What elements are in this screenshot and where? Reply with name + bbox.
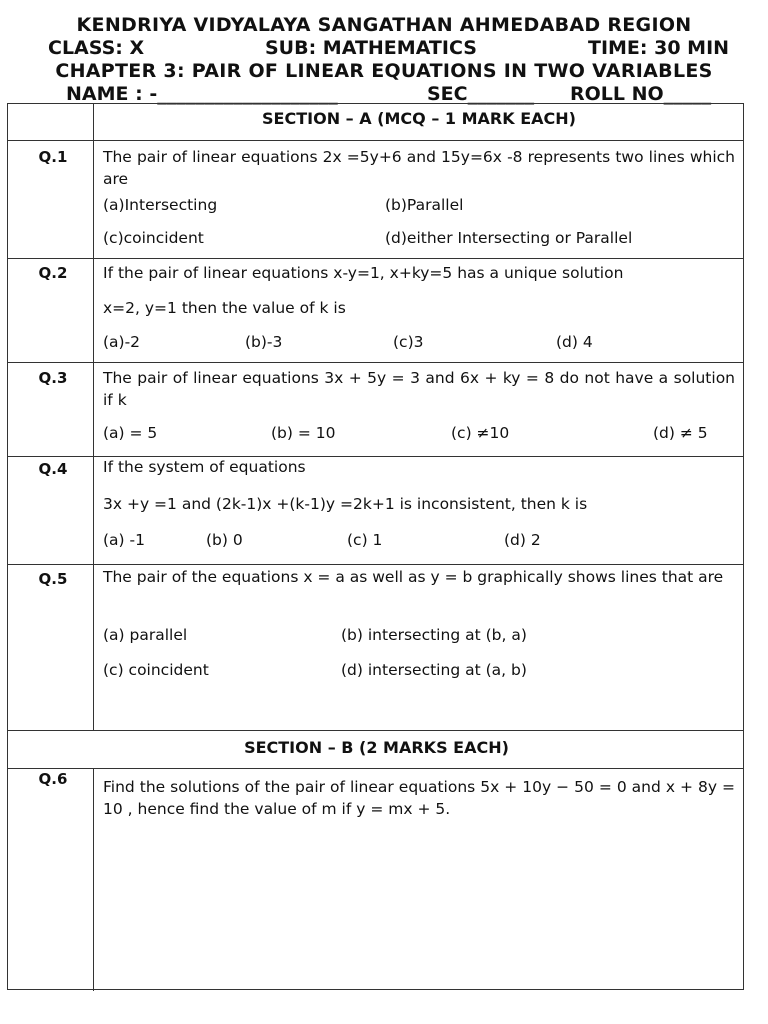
- option-b: (b)-3: [245, 333, 283, 351]
- option-c: (c) 1: [347, 531, 383, 549]
- name-field[interactable]: NAME : -___________________: [66, 83, 338, 105]
- section-field[interactable]: SEC_______: [427, 83, 535, 105]
- row-divider: [8, 768, 743, 769]
- option-c: (c)3: [393, 333, 424, 351]
- option-a: (a) -1: [103, 531, 145, 549]
- column-divider: [93, 104, 94, 730]
- option-b: (b) = 10: [271, 424, 336, 442]
- question-number: Q.5: [38, 570, 68, 588]
- row-divider: [8, 140, 743, 141]
- question-4-line-1: If the system of equations: [103, 458, 306, 476]
- option-c: (c)coincident: [103, 229, 204, 247]
- option-c: (c) ≠10: [451, 424, 510, 442]
- option-a: (a) parallel: [103, 626, 188, 644]
- time-label: TIME: 30 MIN: [588, 37, 730, 59]
- question-number: Q.3: [38, 369, 68, 387]
- question-table: [7, 103, 744, 990]
- option-a: (a)-2: [103, 333, 141, 351]
- question-number: Q.1: [38, 148, 68, 166]
- option-a: (a)Intersecting: [103, 196, 218, 214]
- option-b: (b) 0: [206, 531, 243, 549]
- option-d: (d) intersecting at (a, b): [341, 661, 527, 679]
- section-b-heading: SECTION – B (2 MARKS EACH): [244, 738, 509, 757]
- option-c: (c) coincident: [103, 661, 209, 679]
- question-number: Q.6: [38, 770, 68, 788]
- section-a-heading: SECTION – A (MCQ – 1 MARK EACH): [262, 109, 576, 128]
- question-4-line-2: 3x +y =1 and (2k-1)x +(k-1)y =2k+1 is inconsistent, then k is: [103, 495, 588, 513]
- question-number: Q.2: [38, 264, 68, 282]
- option-d: (d) 4: [556, 333, 593, 351]
- option-b: (b)Parallel: [385, 196, 464, 214]
- option-a: (a) = 5: [103, 424, 158, 442]
- question-2-line-2: x=2, y=1 then the value of k is: [103, 299, 346, 317]
- question-6-text: Find the solutions of the pair of linear equations 5x + 10y − 50 = 0 and x + 8y = 10 , hence find the value of m if y = mx + 5.: [103, 778, 735, 818]
- question-1-text: The pair of linear equations 2x =5y+6 and 15y=6x -8 represents two lines which are: [103, 148, 735, 188]
- option-d: (d)either Intersecting or Parallel: [385, 229, 633, 247]
- chapter-title: CHAPTER 3: PAIR OF LINEAR EQUATIONS IN TWO VARIABLES: [55, 60, 713, 82]
- row-divider: [8, 564, 743, 565]
- question-2-line-1: If the pair of linear equations x-y=1, x+ky=5 has a unique solution: [103, 264, 624, 282]
- class-label: CLASS: X: [48, 37, 145, 59]
- roll-number-field[interactable]: ROLL NO_____: [570, 83, 712, 105]
- question-3-text: The pair of linear equations 3x + 5y = 3 and 6x + ky = 8 do not have a solution if k: [103, 369, 735, 409]
- row-divider: [8, 730, 743, 731]
- row-divider: [8, 362, 743, 363]
- column-divider: [93, 768, 94, 991]
- option-d: (d) ≠ 5: [653, 424, 708, 442]
- row-divider: [8, 258, 743, 259]
- subject-label: SUB: MATHEMATICS: [265, 37, 477, 59]
- option-b: (b) intersecting at (b, a): [341, 626, 527, 644]
- school-title: KENDRIYA VIDYALAYA SANGATHAN AHMEDABAD REGION: [76, 14, 692, 36]
- option-d: (d) 2: [504, 531, 541, 549]
- question-number: Q.4: [38, 460, 68, 478]
- question-5-text: The pair of the equations x = a as well as y = b graphically shows lines that are: [103, 568, 724, 586]
